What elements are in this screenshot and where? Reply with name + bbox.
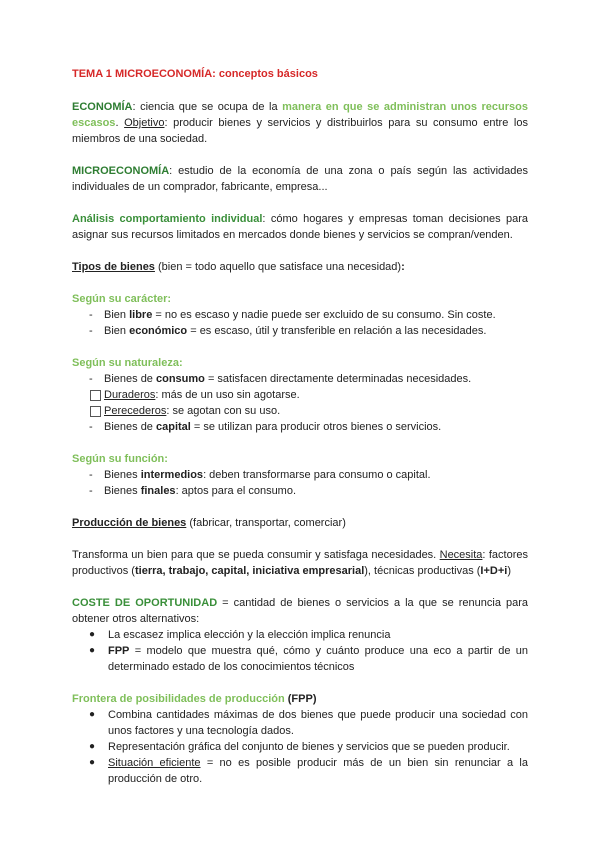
micro-paragraph: MICROECONOMÍA: estudio de la economía de una zona o país según las actividades individuales de un comprador, fabricante, empresa...: [72, 165, 528, 193]
produccion-heading: Producción de bienes (fabricar, transportar, comerciar): [72, 517, 346, 529]
list-item: - Bienes finales: aptos para el consumo.: [89, 485, 297, 497]
naturaleza-list: [72, 371, 528, 387]
naturaleza-sublist: [72, 387, 528, 419]
caracter-heading: Según su carácter:: [72, 293, 172, 305]
list-item: - Bienes de capital = se utilizan para producir otros bienes o servicios.: [89, 421, 442, 433]
analisis-term: Análisis comportamiento individual: [72, 213, 263, 225]
checkbox-icon: [90, 406, 101, 417]
document-page: [72, 66, 528, 787]
economia-paragraph: ECONOMÍA: ciencia que se ocupa de la manera en que se administran unos recursos escasos. Objetivo: producir bienes y servicios y distribuirlos para su consumo entre los miembros de una sociedad.: [72, 101, 528, 145]
analisis-paragraph: Análisis comportamiento individual: cómo hogares y empresas toman decisiones para asignar sus recursos limitados en mercados donde bienes y servicios se compran/venden.: [72, 213, 528, 241]
caracter-list: [72, 307, 528, 339]
funcion-list: [72, 467, 528, 499]
list-item: ● La escasez implica elección y la elección implica renuncia: [89, 629, 391, 641]
list-item: - Bien libre = no es escaso y nadie puede ser excluido de su consumo. Sin coste.: [89, 309, 496, 321]
checkbox-item: Perecederos: se agotan con su uso.: [72, 403, 528, 419]
produccion-paragraph: Transforma un bien para que se pueda consumir y satisfaga necesidades. Necesita: factores productivos (tierra, trabajo, capital, iniciativa empresarial), técnicas productivas (I+D+i): [72, 549, 528, 577]
objetivo-label: Objetivo: [124, 117, 165, 129]
list-item: ● Situación eficiente = no es posible producir más de un bien sin renunciar a la producción de otro.: [89, 757, 528, 785]
economia-highlight: manera en que se administran unos recursos escasos: [72, 101, 528, 129]
list-item: ● Representación gráfica del conjunto de bienes y servicios que se pueden producir.: [89, 741, 510, 753]
coste-paragraph: COSTE DE OPORTUNIDAD = cantidad de bienes o servicios a la que se renuncia para obtener otros alternativos:: [72, 597, 528, 625]
funcion-heading: Según su función:: [72, 453, 168, 465]
list-item: - Bienes intermedios: deben transformarse para consumo o capital.: [89, 469, 431, 481]
frontera-list: [72, 707, 528, 787]
tipos-heading: Tipos de bienes (bien = todo aquello que satisface una necesidad):: [72, 261, 405, 273]
list-item: - Bienes de consumo = satisfacen directamente determinadas necesidades.: [89, 373, 472, 385]
page-title: TEMA 1 MICROECONOMÍA: conceptos básicos: [72, 68, 318, 80]
coste-term: COSTE DE OPORTUNIDAD: [72, 597, 218, 609]
list-item: ● Combina cantidades máximas de dos bienes que puede producir una sociedad con unos factores y una tecnología dados.: [89, 709, 528, 737]
naturaleza-list-2: [72, 419, 528, 435]
list-item: ● FPP = modelo que muestra qué, cómo y cuánto produce una eco a partir de un determinado estado de los conocimientos técnicos: [89, 645, 528, 673]
economia-term: ECONOMÍA: [72, 101, 133, 113]
list-item: - Bien económico = es escaso, útil y transferible en relación a las necesidades.: [89, 325, 487, 337]
frontera-heading: Frontera de posibilidades de producción (FPP): [72, 693, 317, 705]
checkbox-item: Duraderos: más de un uso sin agotarse.: [72, 387, 528, 403]
checkbox-icon: [90, 390, 101, 401]
coste-list: [72, 627, 528, 675]
micro-term: MICROECONOMÍA: [72, 165, 170, 177]
naturaleza-heading: Según su naturaleza:: [72, 357, 183, 369]
